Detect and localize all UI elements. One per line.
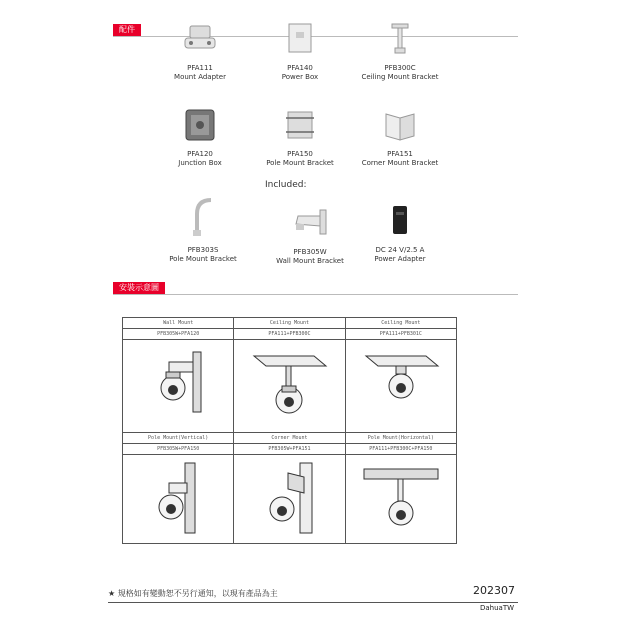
accessory-model: PFA150 [287,150,313,158]
footer-divider [108,602,518,603]
accessory-pfa151 [340,108,460,168]
accessory-name: Power Box [281,73,319,81]
installation-table [122,317,457,544]
accessory-model: PFB303S [187,246,219,254]
brand-label: DahuaTW [480,604,515,612]
document-code: 202307 [473,584,515,597]
mount-type-header: Ceiling Mount [234,318,345,329]
mount-combo: PFA111+PFB300C [234,329,345,340]
accessory-model: PFA111 [187,64,213,72]
accessory-model: DC 24 V/2.5 A [375,246,425,254]
included-power-adapter [340,204,460,264]
accessory-name: Corner Mount Bracket [361,159,439,167]
mount-combo: PFB305W+PFA150 [123,444,234,455]
accessory-model: PFA151 [387,150,413,158]
wall-mount-diagram [123,340,234,433]
section-tag-accessories: 配件 [113,24,141,36]
ceiling-mount-diagram [234,340,345,433]
corner-mount-diagram [234,455,345,544]
pole-bracket-icon [280,108,320,142]
accessory-model: PFB305W [293,248,327,256]
accessory-name: Wall Mount Bracket [276,257,344,265]
section-tag-install: 安裝示意圖 [113,282,165,294]
pole-horizontal-diagram [345,455,456,544]
junction-box-icon [180,108,220,142]
pole-vertical-diagram [123,455,234,544]
accessory-name: Mount Adapter [174,73,226,81]
mount-adapter-icon [180,22,220,56]
power-adapter-icon [380,204,420,238]
mount-type-header: Ceiling Mount [345,318,456,329]
ceiling-mount-diagram-2 [345,340,456,433]
accessory-name: Junction Box [178,159,222,167]
accessory-name: Power Adapter [374,255,426,263]
mount-type-header: Pole Mount(Vertical) [123,433,234,444]
section-divider [113,294,518,295]
power-box-icon [280,22,320,56]
included-label: Included: [265,180,307,190]
mount-type-header: Pole Mount(Horizontal) [345,433,456,444]
corner-bracket-icon [380,108,420,142]
pole-mount-bracket-icon [183,196,223,238]
accessory-name: Pole Mount Bracket [266,159,334,167]
mount-type-header: Corner Mount [234,433,345,444]
accessory-model: PFB300C [384,64,416,72]
mount-type-header: Wall Mount [123,318,234,329]
wall-mount-bracket-icon [290,206,330,240]
accessory-pfb300c [340,22,460,82]
ceiling-bracket-icon [380,22,420,56]
accessory-model: PFA120 [187,150,213,158]
included-pfb303s [143,196,263,264]
mount-combo: PFA111+PFB300C+PFA150 [345,444,456,455]
accessory-model: PFA140 [287,64,313,72]
mount-combo: PFB305W+PFA151 [234,444,345,455]
footer-note: ★ 規格如有變動恕不另行通知，以現有產品為主 [108,589,278,598]
accessory-name: Ceiling Mount Bracket [361,73,439,81]
accessory-name: Pole Mount Bracket [169,255,237,263]
mount-combo: PFA111+PFB301C [345,329,456,340]
mount-combo: PFB305W+PFA120 [123,329,234,340]
